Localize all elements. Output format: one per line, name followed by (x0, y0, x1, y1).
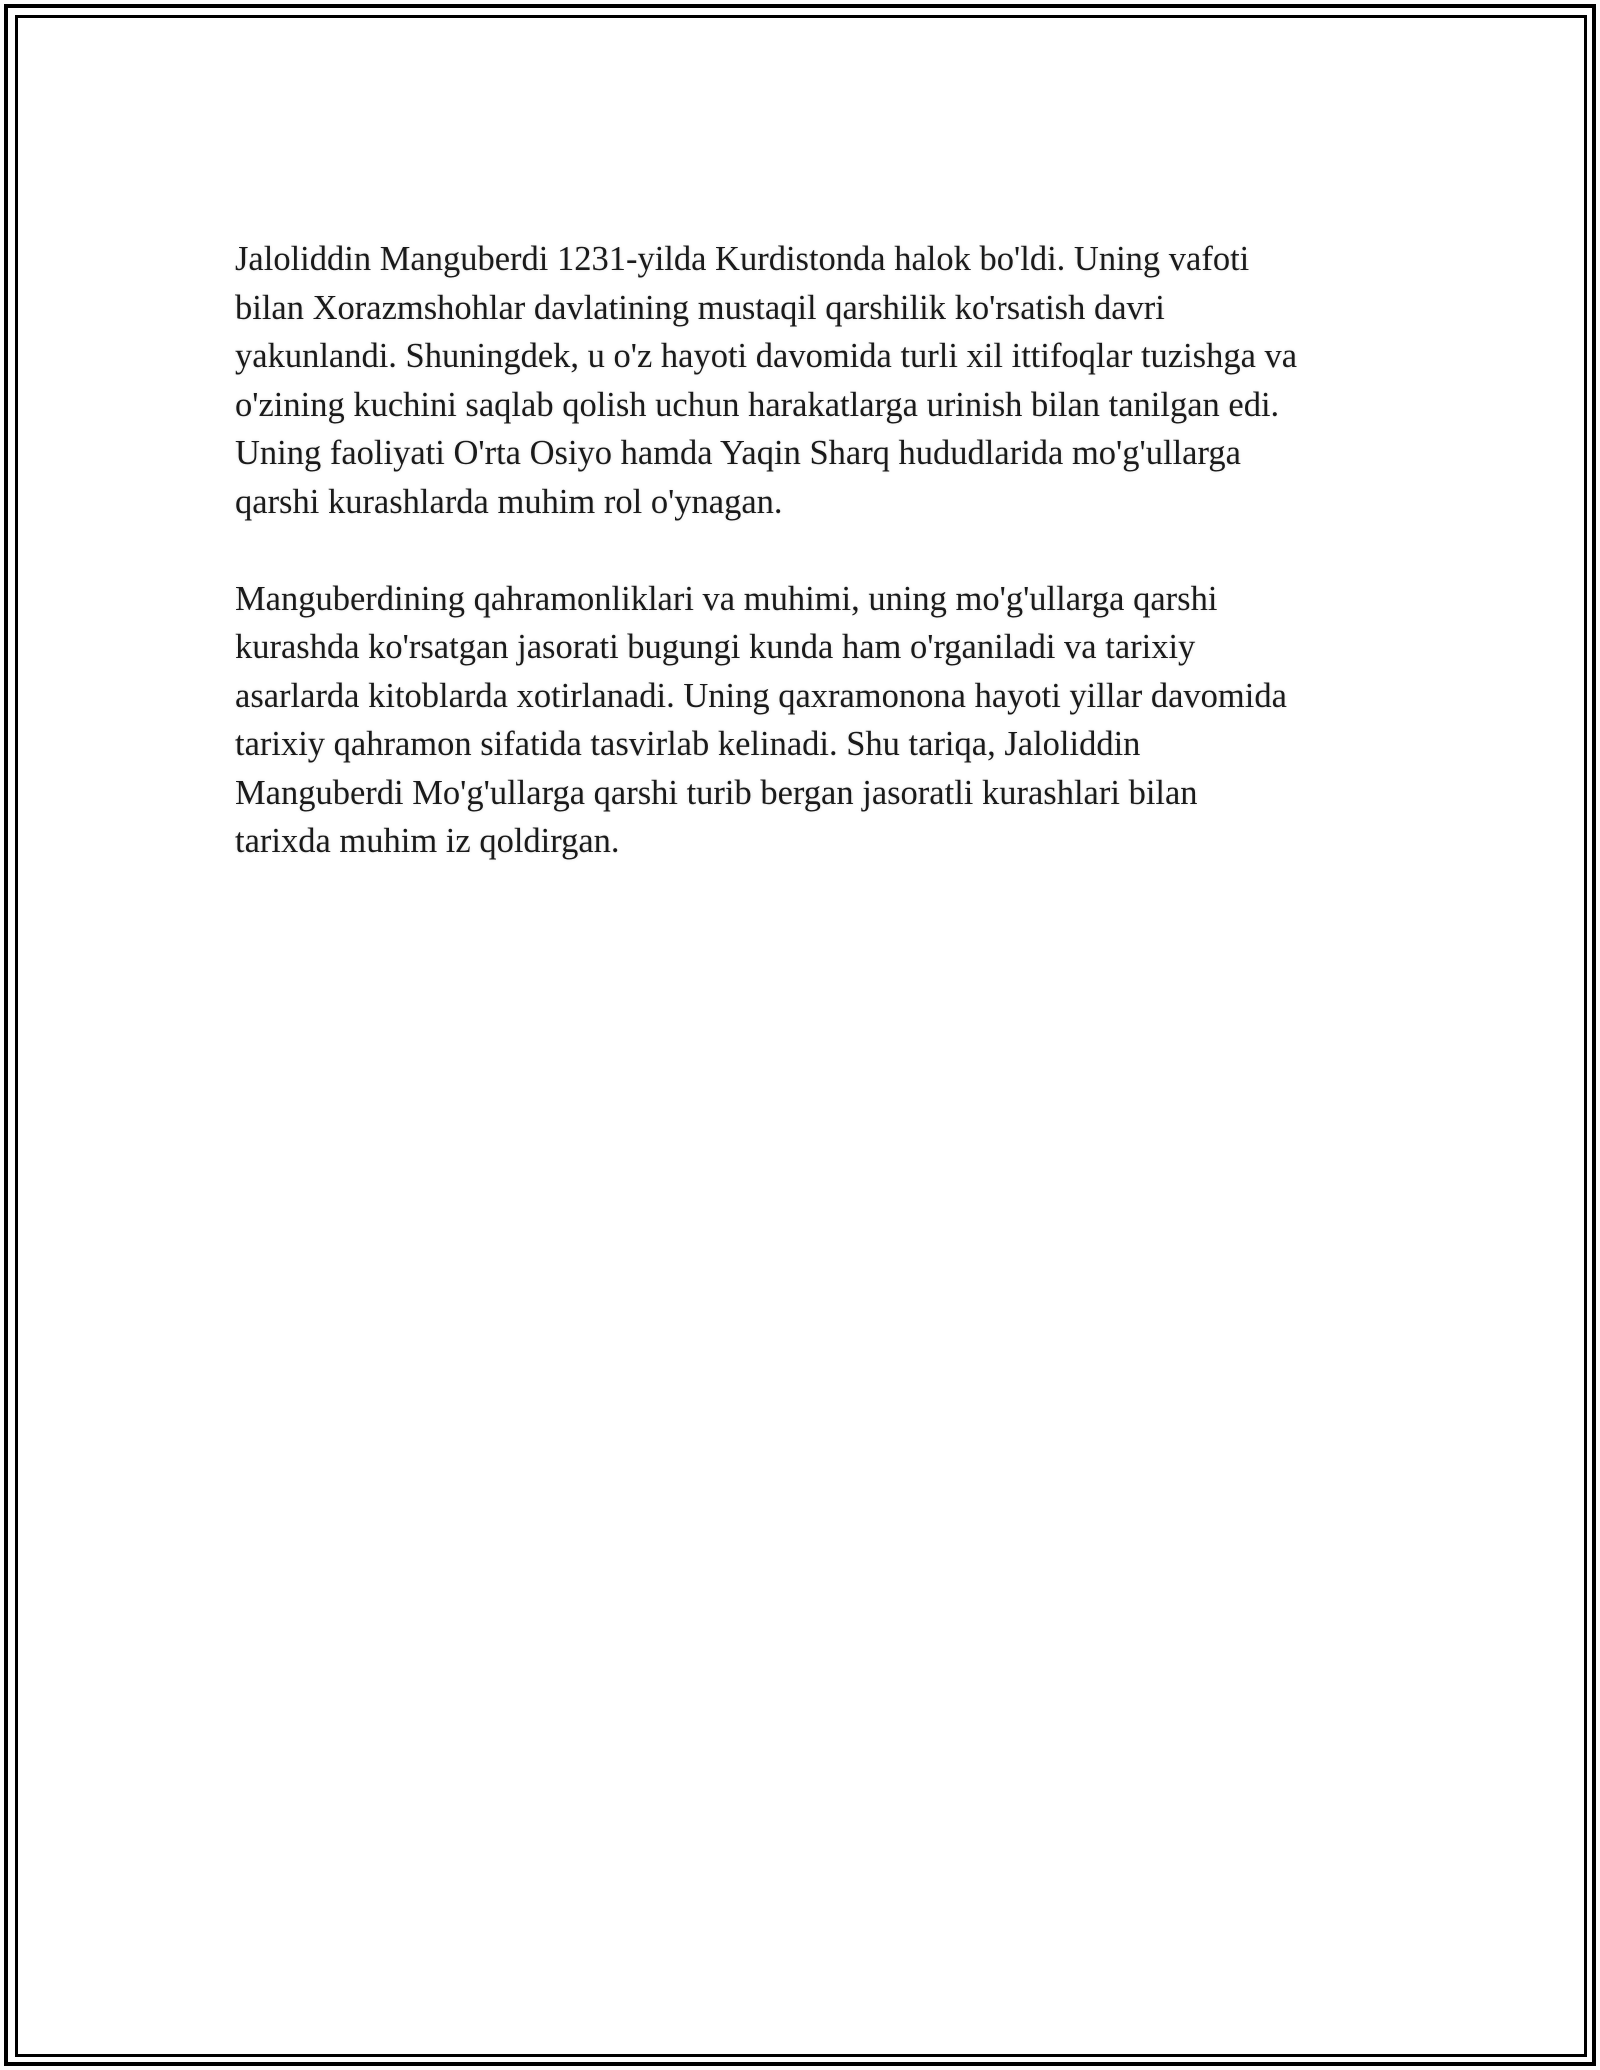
paragraph-line: qarshi kurashlarda muhim rol o'ynagan. (235, 482, 783, 521)
paragraph-line: yakunlandi. Shuningdek, u o'z hayoti davomida turli xil ittifoqlar tuzishga va (235, 337, 1298, 375)
paragraph-line: Uning faoliyati O'rta Osiyo hamda Yaqin Sharq hududlarida mo'g'ullarga (235, 434, 1241, 472)
paragraph-line: asarlarda kitoblarda xotirlanadi. Uning qaxramonona hayoti yillar davomida (235, 676, 1287, 715)
document-body (235, 235, 1375, 866)
paragraph-2 (235, 575, 1375, 866)
paragraph-line: tarixiy qahramon sifatida tasvirlab kelinadi. Shu tariqa, Jaloliddin (235, 725, 1141, 763)
paragraph-line: o'zining kuchini saqlab qolish uchun harakatlarga urinish bilan tanilgan edi. (235, 385, 1280, 424)
paragraph-line: tarixda muhim iz qoldirgan. (235, 822, 620, 860)
paragraph-line: bilan Xorazmshohlar davlatining mustaqil qarshilik ko'rsatish davri (235, 288, 1165, 327)
paragraph-1 (235, 235, 1375, 526)
paragraph-line: Jaloliddin Manguberdi 1231-yilda Kurdistonda halok bo'ldi. Uning vafoti (235, 240, 1250, 278)
paragraph-line: Manguberdi Mo'g'ullarga qarshi turib bergan jasoratli kurashlari bilan (235, 773, 1198, 812)
paragraph-line: Manguberdining qahramonliklari va muhimi, uning mo'g'ullarga qarshi (235, 579, 1218, 618)
paragraph-line: kurashda ko'rsatgan jasorati bugungi kunda ham o'rganiladi va tarixiy (235, 628, 1196, 666)
